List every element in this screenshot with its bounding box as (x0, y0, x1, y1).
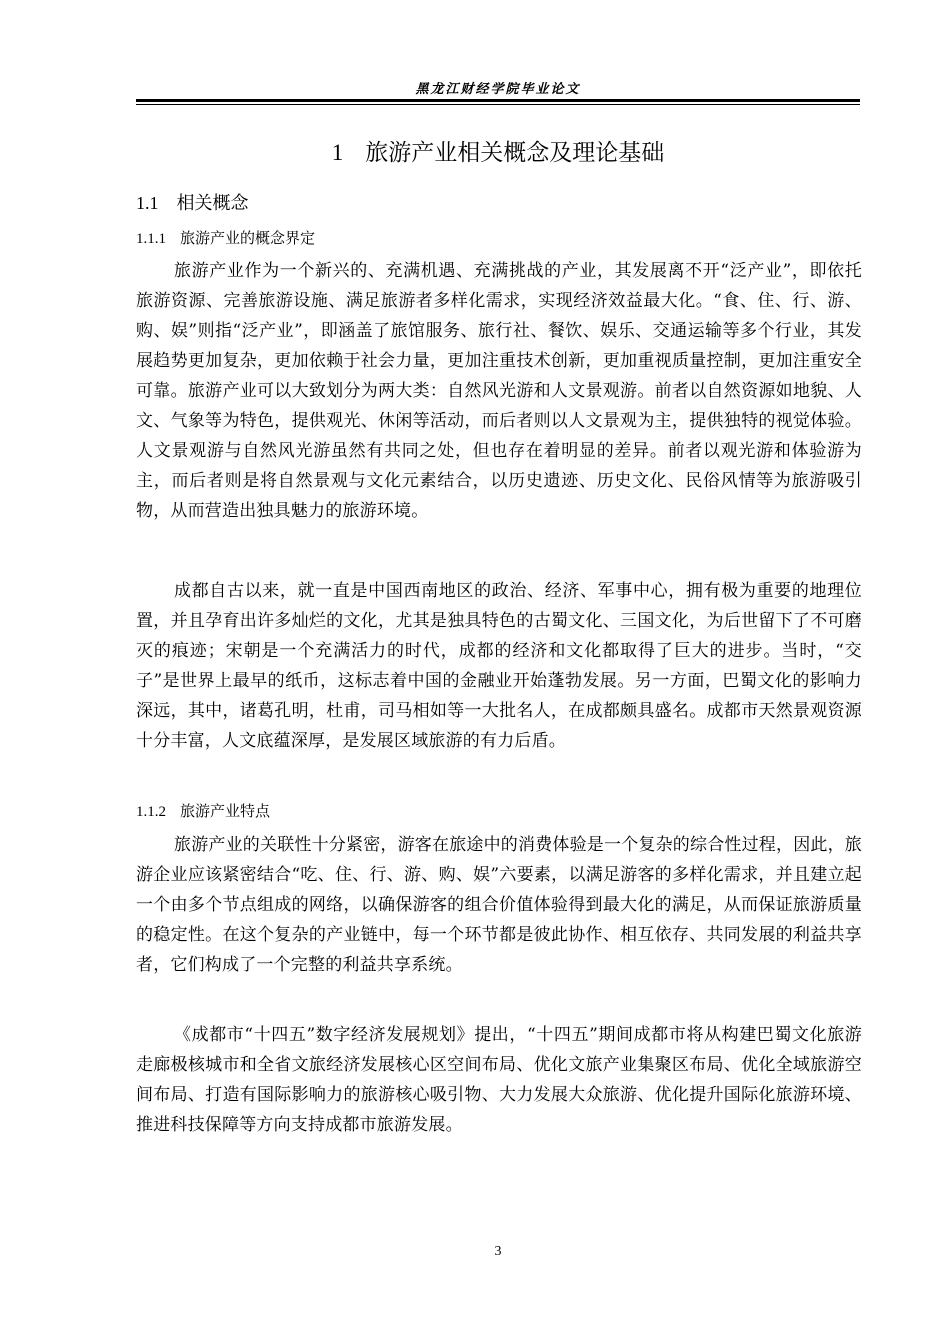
running-header: 黑龙江财经学院毕业论文 (415, 82, 581, 97)
section-heading-1-1 (136, 191, 249, 216)
header-rule-thin (136, 104, 860, 105)
paragraph-4: 《成都市“十四五”数字经济发展规划》提出，“十四五”期间成都市将从构建巴蜀文化旅游走廊极核城市和全省文旅经济发展核心区空间布局、优化文旅产业集聚区布局、优化全域旅游空间布局、打造有国际影响力的旅游核心吸引物、大力发展大众旅游、优化提升国际化旅游环境、推进科技保障等方向支持成都市旅游发展。 (136, 1025, 862, 1135)
header-rule-thick (136, 99, 860, 102)
paragraph-1: 旅游产业作为一个新兴的、充满机遇、充满挑战的产业，其发展离不开“泛产业”，即依托旅游资源、完善旅游设施、满足旅游者多样化需求，实现经济效益最大化。“食、住、行、游、购、娱”则指“泛产业”，即涵盖了旅馆服务、旅行社、餐饮、娱乐、交通运输等多个行业，其发展趋势更加复杂，更加依赖于社会力量，更加注重技术创新，更加重视质量控制，更加注重安全可靠。旅游产业可以大致划分为两大类：自然风光游和人文景观游。前者以自然资源如地貌、人文、气象等为特色，提供观光、休闲等活动，而后者则以人文景观为主，提供独特的视觉体验。人文景观游与自然风光游虽然有共同之处，但也存在着明显的差异。前者以观光游和体验游为主，而后者则是将自然景观与文化元素结合，以历史遗迹、历史文化、民俗风情等为旅游吸引物，从而营造出独具魅力的旅游环境。 (136, 261, 862, 521)
chapter-heading (136, 138, 860, 168)
subsection-title: 旅游产业特点 (180, 802, 271, 820)
subsection-number: 1.1.1 (136, 231, 166, 247)
subsection-heading-1-1-1 (136, 227, 315, 250)
page-number: 3 (494, 1244, 502, 1259)
subsection-title: 旅游产业的概念界定 (180, 229, 316, 247)
chapter-number: 1 (331, 140, 344, 165)
subsection-number: 1.1.2 (136, 804, 166, 820)
paragraph-2: 成都自古以来，就一直是中国西南地区的政治、经济、军事中心，拥有极为重要的地理位置，并且孕育出许多灿烂的文化，尤其是独具特色的古蜀文化、三国文化，为后世留下了不可磨灭的痕迹；宋朝是一个充满活力的时代，成都的经济和文化都取得了巨大的进步。当时，“交子”是世界上最早的纸币，这标志着中国的金融业开始蓬勃发展。另一方面，巴蜀文化的影响力深远，其中，诸葛孔明，杜甫，司马相如等一大批名人，在成都颇具盛名。成都市天然景观资源十分丰富，人文底蕴深厚，是发展区域旅游的有力后盾。 (136, 581, 862, 751)
subsection-heading-1-1-2 (136, 800, 270, 823)
chapter-title: 旅游产业相关概念及理论基础 (365, 140, 665, 166)
section-title: 相关概念 (176, 193, 249, 214)
section-number: 1.1 (136, 193, 159, 213)
paragraph-3: 旅游产业的关联性十分紧密，游客在旅途中的消费体验是一个复杂的综合性过程，因此，旅游企业应该紧密结合“吃、住、行、游、购、娱”六要素，以满足游客的多样化需求，并且建立起一个由多个节点组成的网络，以确保游客的组合价值体验得到最大化的满足，从而保证旅游质量的稳定性。在这个复杂的产业链中，每一个环节都是彼此协作、相互依存、共同发展的利益共享者，它们构成了一个完整的利益共享系统。 (136, 835, 862, 975)
